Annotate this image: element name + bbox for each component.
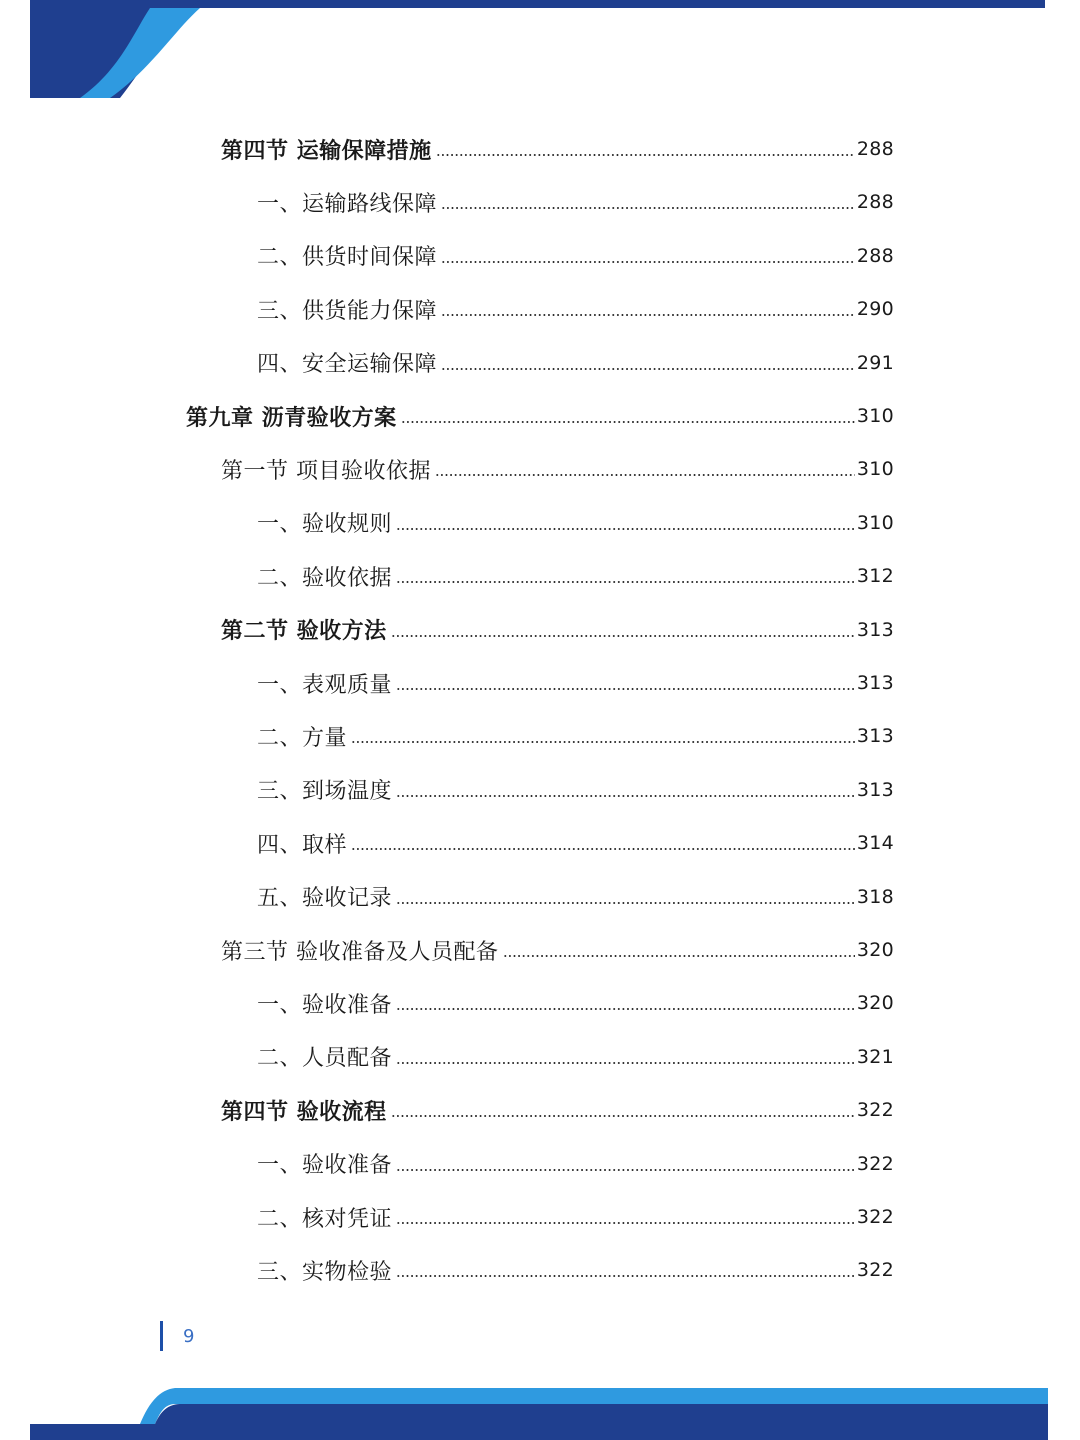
toc-entry-page: 321 [856,1045,894,1068]
toc-entry-page: 291 [856,351,894,374]
toc-entry-page: 314 [856,832,894,855]
toc-entry[interactable] [257,656,894,710]
toc-entry-title: 一、表观质量 [257,672,393,698]
toc-entry-page: 322 [856,1206,894,1228]
toc-entry-title: 一、验收准备 [257,1153,393,1179]
toc-leader-dots [396,1008,855,1010]
toc-leader-dots [396,1169,855,1171]
toc-entry-page: 312 [856,565,894,588]
toc-entry-title: 第四节 运输保障措施 [221,137,432,164]
toc-leader-dots [396,581,855,583]
toc-entry[interactable] [257,1190,894,1244]
toc-entry[interactable] [221,923,894,977]
toc-entry-title: 一、运输路线保障 [257,191,438,217]
toc-entry-page: 313 [856,725,894,748]
toc-entry-title: 四、安全运输保障 [257,352,438,378]
toc-leader-dots [396,795,855,797]
toc-entry[interactable] [221,122,894,176]
toc-entry-page: 290 [856,298,894,321]
toc-entry-title: 一、验收准备 [257,992,393,1018]
toc-leader-dots [441,207,855,209]
toc-entry-title: 五、验收记录 [257,886,393,912]
toc-leader-dots [351,848,855,850]
toc-leader-dots [441,368,855,370]
toc-entry-title: 二、验收依据 [257,565,393,591]
toc-leader-dots [396,528,855,530]
toc-leader-dots [503,955,855,957]
toc-entry-page: 288 [856,191,894,214]
toc-entry-page: 322 [856,1152,894,1175]
toc-entry-title: 二、方量 [257,725,348,751]
footer-swoosh [30,1388,1048,1440]
toc-entry-page: 310 [856,511,894,534]
toc-entry-title: 第三节 验收准备及人员配备 [221,939,499,965]
toc-entry[interactable] [257,496,894,550]
toc-entry-title: 四、取样 [257,832,348,858]
toc-entry[interactable] [186,389,894,443]
toc-entry-page: 322 [856,1099,894,1122]
toc-entry-page: 313 [856,778,894,801]
page-number-bar [160,1321,163,1351]
toc-leader-dots [401,421,855,423]
toc-entry[interactable] [257,763,894,817]
toc-leader-dots [396,1275,855,1277]
toc-entry[interactable] [257,976,894,1030]
toc-entry-page: 313 [856,618,894,641]
toc-entry[interactable] [257,336,894,390]
toc-entry-title: 二、供货时间保障 [257,245,438,271]
toc-entry-page: 310 [856,458,894,481]
page-footer [160,1320,194,1352]
toc-leader-dots [391,635,855,637]
toc-leader-dots [396,1062,855,1064]
toc-leader-dots [441,314,855,316]
toc-entry-page: 310 [856,405,894,427]
toc-entry-page: 320 [856,939,894,961]
toc-entry[interactable] [257,709,894,763]
toc-entry-page: 288 [856,244,894,267]
toc-leader-dots [396,902,855,904]
toc-entry[interactable] [257,549,894,603]
toc-entry[interactable] [221,603,894,657]
toc-leader-dots [436,154,855,156]
toc-entry-title: 第一节 项目验收依据 [221,458,431,484]
toc-entry[interactable] [221,1083,894,1137]
toc-entry-title: 三、到场温度 [257,779,393,805]
toc-entry-page: 313 [856,672,894,694]
toc-leader-dots [351,741,855,743]
toc-entry-title: 二、核对凭证 [257,1206,393,1232]
toc-leader-dots [435,474,855,476]
toc-entry[interactable] [257,229,894,283]
toc-entry[interactable] [257,175,894,229]
toc-leader-dots [396,1222,855,1224]
toc-entry[interactable] [257,1243,894,1297]
toc-leader-dots [396,688,855,690]
toc-entry[interactable] [257,282,894,336]
toc-entry-page: 322 [856,1259,894,1282]
toc-entry-title: 第四节 验收流程 [221,1098,387,1125]
toc-entry-title: 三、实物检验 [257,1259,393,1285]
toc-entry-title: 二、人员配备 [257,1046,393,1072]
toc-entry[interactable] [257,1030,894,1084]
toc-entry[interactable] [257,1137,894,1191]
header-swoosh [30,0,1045,98]
toc-leader-dots [441,261,855,263]
toc-entry-title: 第九章 沥青验收方案 [186,404,397,431]
page-number: 9 [183,1325,195,1347]
toc-entry-title: 三、供货能力保障 [257,298,438,324]
toc-entry-page: 288 [856,138,894,160]
toc-entry-title: 第二节 验收方法 [221,618,387,645]
toc-entry-title: 一、验收规则 [257,512,393,538]
toc-entry-page: 320 [856,992,894,1015]
toc-entry[interactable] [257,816,894,870]
toc-entry-page: 318 [856,885,894,908]
toc-leader-dots [391,1115,855,1117]
toc-entry[interactable] [257,870,894,924]
toc-entry[interactable] [221,442,894,496]
